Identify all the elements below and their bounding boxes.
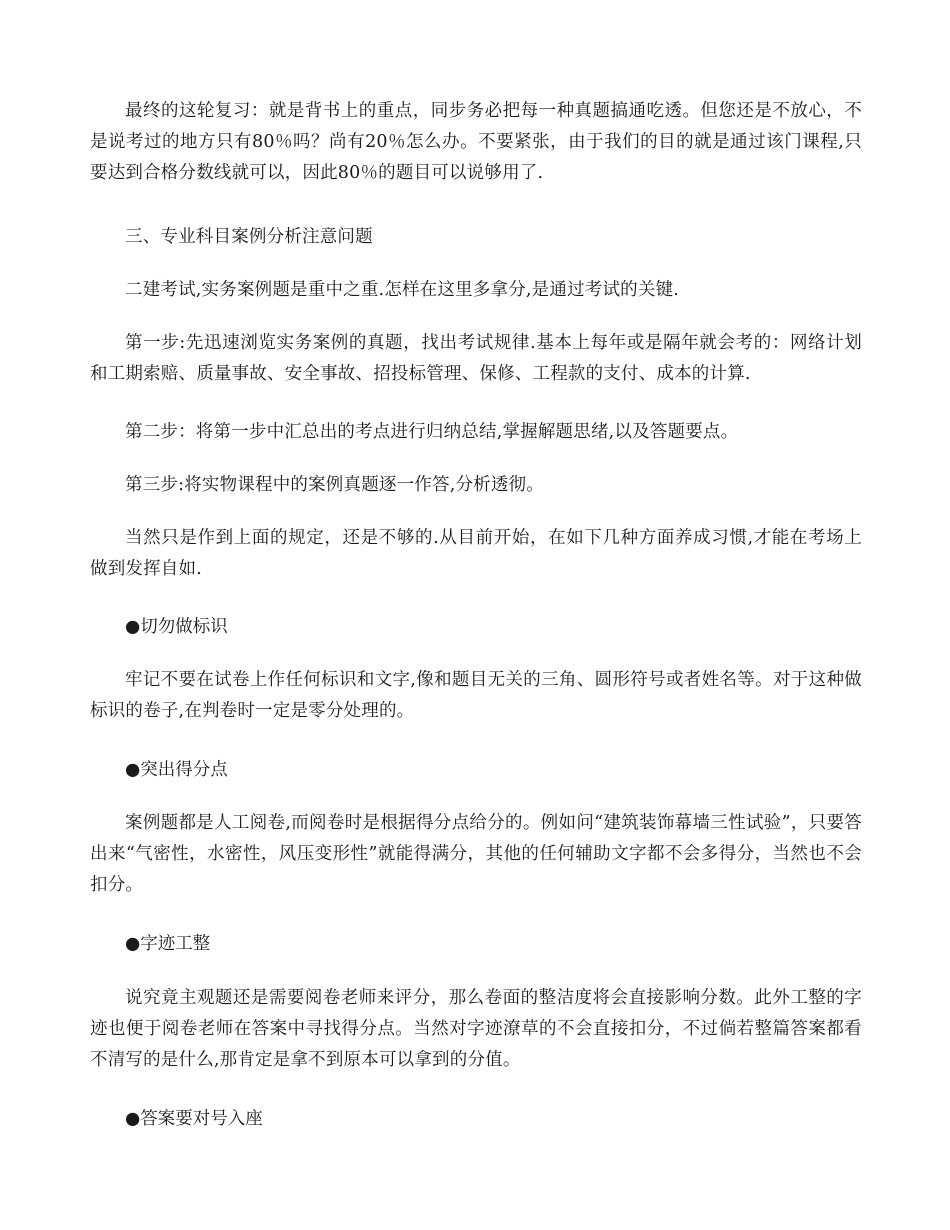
paragraph-no-marks: 牢记不要在试卷上作任何标识和文字,像和题目无关的三角、圆形符号或者姓名等。对于这种做标识的卷子,在判卷时一定是零分处理的。 [90,670,862,721]
paragraph-step-three: 第三步:将实物课程中的案例真题逐一作答,分析透彻。 [125,475,544,495]
paragraph-habits: 当然只是作到上面的规定，还是不够的.从目前开始，在如下几种方面养成习惯,才能在考场上做到发挥自如. [90,528,862,579]
paragraph-final-review: 最终的这轮复习：就是背书上的重点，同步务必把每一种真题搞通吃透。但您还是不放心，不是说考过的地方只有80％吗？尚有20％怎么办。不要紧张，由于我们的目的就是通过该门课程,只要达到合格分数线就可以，因此80％的题目可以说够用了. [90,101,862,183]
paragraph-intro: 二建考试,实务案例题是重中之重.怎样在这里多拿分,是通过考试的关键. [125,280,680,300]
paragraph-step-two: 第二步：将第一步中汇总出的考点进行归纳总结,掌握解题思绪,以及答题要点。 [125,422,739,442]
bullet-heading-score-points: ●突出得分点 [125,760,228,780]
bullet-heading-neat-handwriting: ●字迹工整 [125,934,211,954]
paragraph-score-points: 案例题都是人工阅卷,而阅卷时是根据得分点给分的。例如问“建筑装饰幕墙三性试验”，只要答出来“气密性，水密性，风压变形性”就能得满分，其他的任何辅助文字都不会多得分，当然也不会扣分。 [90,813,862,895]
paragraph-neat-handwriting: 说究竟主观题还是需要阅卷老师来评分，那么卷面的整洁度将会直接影响分数。此外工整的字迹也便于阅卷老师在答案中寻找得分点。当然对字迹潦草的不会直接扣分，不过倘若整篇答案都看不清写的是什么,那肯定是拿不到原本可以拿到的分值。 [90,988,862,1070]
paragraph-step-one: 第一步:先迅速浏览实务案例的真题，找出考试规律.基本上每年或是隔年就会考的：网络计划和工期索赔、质量事故、安全事故、招投标管理、保修、工程款的支付、成本的计算. [90,333,862,384]
bullet-heading-no-marks: ●切勿做标识 [125,617,228,637]
section-heading: 三、专业科目案例分析注意问题 [125,227,373,247]
bullet-heading-answer-matching: ●答案要对号入座 [125,1109,263,1129]
